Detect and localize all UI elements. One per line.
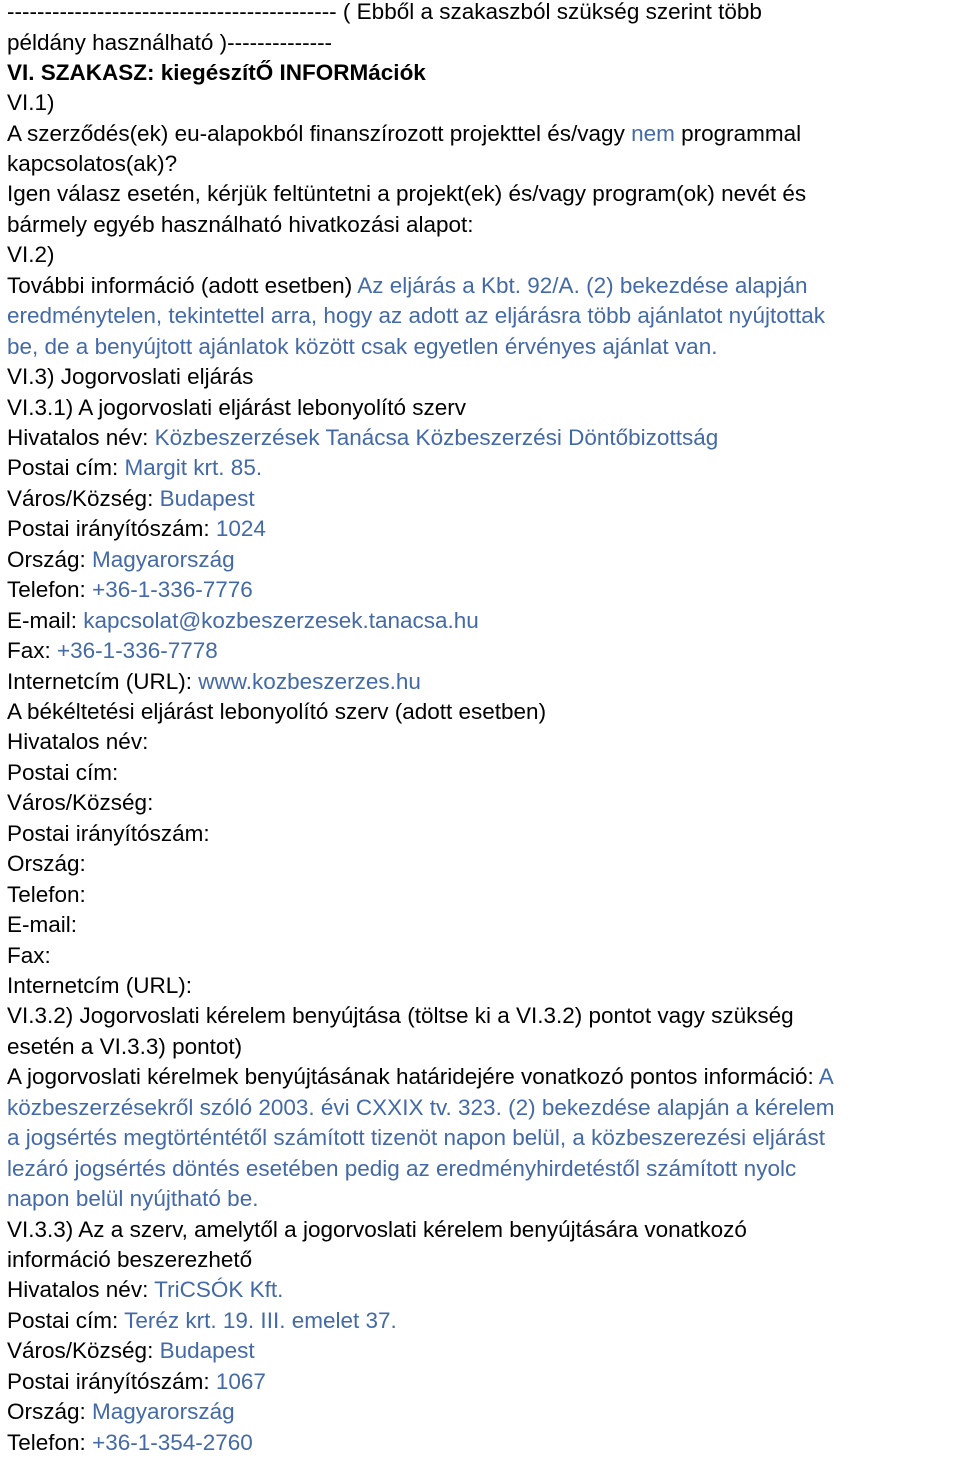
- deadline-value: A: [818, 1064, 834, 1089]
- field-label: Postai irányítószám:: [7, 516, 216, 541]
- email-link[interactable]: kapcsolat@kozbeszerzesek.tanacsa.hu: [83, 608, 479, 633]
- field-value: +36-1-336-7778: [57, 638, 218, 663]
- further-info-value-line-3: be, de a benyújtott ajánlatok között csak egyetlen érvényes ajánlat van.: [7, 334, 718, 359]
- info-body-phone: [7, 1428, 253, 1458]
- field-label: Fax:: [7, 638, 58, 663]
- separator-line-2: példány használható )--------------: [7, 30, 333, 55]
- field-value: Budapest: [159, 1338, 255, 1363]
- review-body-email: [7, 606, 479, 636]
- field-label: Város/Község:: [7, 486, 160, 511]
- field-value: +36-1-354-2760: [92, 1430, 253, 1455]
- review-body-url: [7, 667, 421, 697]
- review-body-country: [7, 545, 235, 575]
- review-body-address: [7, 453, 262, 483]
- review-body-fax: [7, 636, 218, 666]
- deadline-value-line-3: a jogsértés megtörténtétől számított tizenöt napon belül, a közbeszerezési eljárást: [7, 1125, 825, 1150]
- mediation-phone-label: Telefon:: [7, 882, 86, 907]
- info-body-address: [7, 1306, 397, 1336]
- heading-vi-3-3-cont: információ beszerezhető: [7, 1247, 253, 1272]
- mediation-url-label: Internetcím (URL):: [7, 973, 193, 998]
- field-label: Hivatalos név:: [7, 425, 155, 450]
- mediation-city-label: Város/Község:: [7, 790, 154, 815]
- info-body-country: [7, 1397, 235, 1427]
- deadline-label: A jogorvoslati kérelmek benyújtásának határidejére vonatkozó pontos információ:: [7, 1064, 819, 1089]
- field-value: +36-1-336-7776: [92, 577, 253, 602]
- field-value: 1067: [215, 1369, 266, 1394]
- info-body-city: [7, 1336, 255, 1366]
- review-body-city: [7, 484, 255, 514]
- field-value: Teréz krt. 19. III. emelet 37.: [124, 1308, 397, 1333]
- field-label: Ország:: [7, 1399, 93, 1424]
- field-label: Telefon:: [7, 1430, 93, 1455]
- question-eu-funds: [7, 119, 801, 149]
- field-label: Város/Község:: [7, 1338, 160, 1363]
- deadline-value-line-2: közbeszerzésekről szóló 2003. évi CXXIX tv. 323. (2) bekezdése alapján a kérelem: [7, 1095, 835, 1120]
- heading-vi-3-1: VI.3.1) A jogorvoslati eljárást lebonyolító szerv: [7, 395, 466, 420]
- question-eu-funds-cont: kapcsolatos(ak)?: [7, 151, 178, 176]
- field-label: Postai irányítószám:: [7, 1369, 216, 1394]
- heading-vi-1: VI.1): [7, 90, 55, 115]
- instruction-line-2: bármely egyéb használható hivatkozási alapot:: [7, 212, 474, 237]
- field-label: Ország:: [7, 547, 93, 572]
- review-body-name: [7, 423, 718, 453]
- field-value: Budapest: [159, 486, 255, 511]
- question-text-end: programmal: [674, 121, 802, 146]
- field-label: Hivatalos név:: [7, 1277, 155, 1302]
- field-label: Postai cím:: [7, 1308, 125, 1333]
- field-label: Telefon:: [7, 577, 93, 602]
- deadline-value-line-4: lezáró jogsértés döntés esetében pedig az eredményhirdetéstől számított nyolc: [7, 1156, 797, 1181]
- further-info-value-line-2: eredménytelen, tekintettel arra, hogy az adott az eljárásra több ajánlatot nyújtottak: [7, 303, 825, 328]
- mediation-fax-label: Fax:: [7, 943, 51, 968]
- heading-vi-2: VI.2): [7, 242, 55, 267]
- heading-vi-3-3: VI.3.3) Az a szerv, amelytől a jogorvoslati kérelem benyújtására vonatkozó: [7, 1217, 747, 1242]
- info-body-postcode: [7, 1367, 266, 1397]
- field-value: Margit krt. 85.: [124, 455, 263, 480]
- field-value: Közbeszerzések Tanácsa Közbeszerzési Döntőbizottság: [154, 425, 719, 450]
- further-info-value: Az eljárás a Kbt. 92/A. (2) bekezdése alapján: [357, 273, 808, 298]
- deadline-info: [7, 1062, 834, 1092]
- field-value: 1024: [215, 516, 266, 541]
- field-value: TriCSÓK Kft.: [154, 1277, 284, 1302]
- field-label: Postai cím:: [7, 455, 125, 480]
- mediation-country-label: Ország:: [7, 851, 86, 876]
- further-info-label: További információ (adott esetben): [7, 273, 358, 298]
- question-text: A szerződés(ek) eu-alapokból finanszírozott projekttel és/vagy: [7, 121, 632, 146]
- mediation-name-label: Hivatalos név:: [7, 729, 149, 754]
- instruction-line-1: Igen válasz esetén, kérjük feltüntetni a projekt(ek) és/vagy program(ok) nevét és: [7, 181, 807, 206]
- deadline-value-line-5: napon belül nyújtható be.: [7, 1186, 259, 1211]
- mediation-heading: A békéltetési eljárást lebonyolító szerv (adott esetben): [7, 699, 547, 724]
- heading-vi-3: VI.3) Jogorvoslati eljárás: [7, 364, 254, 389]
- website-link[interactable]: www.kozbeszerzes.hu: [198, 669, 421, 694]
- field-label: E-mail:: [7, 608, 84, 633]
- heading-vi-3-2: VI.3.2) Jogorvoslati kérelem benyújtása (töltse ki a VI.3.2) pontot vagy szükség: [7, 1003, 794, 1028]
- field-value: Magyarország: [92, 1399, 235, 1424]
- review-body-postcode: [7, 514, 266, 544]
- mediation-postcode-label: Postai irányítószám:: [7, 821, 210, 846]
- info-body-name: [7, 1275, 283, 1305]
- mediation-email-label: E-mail:: [7, 912, 78, 937]
- further-info: [7, 271, 807, 301]
- field-value: Magyarország: [92, 547, 235, 572]
- section-title: VI. SZAKASZ: kiegészítŐ INFORMációk: [7, 60, 426, 85]
- separator-line-1: -------------------------------------------- ( Ebből a szakaszból szükség szerint több: [7, 0, 762, 24]
- review-body-phone: [7, 575, 253, 605]
- heading-vi-3-2-cont: esetén a VI.3.3) pontot): [7, 1034, 243, 1059]
- mediation-address-label: Postai cím:: [7, 760, 119, 785]
- field-label: Internetcím (URL):: [7, 669, 199, 694]
- answer-value: nem: [631, 121, 675, 146]
